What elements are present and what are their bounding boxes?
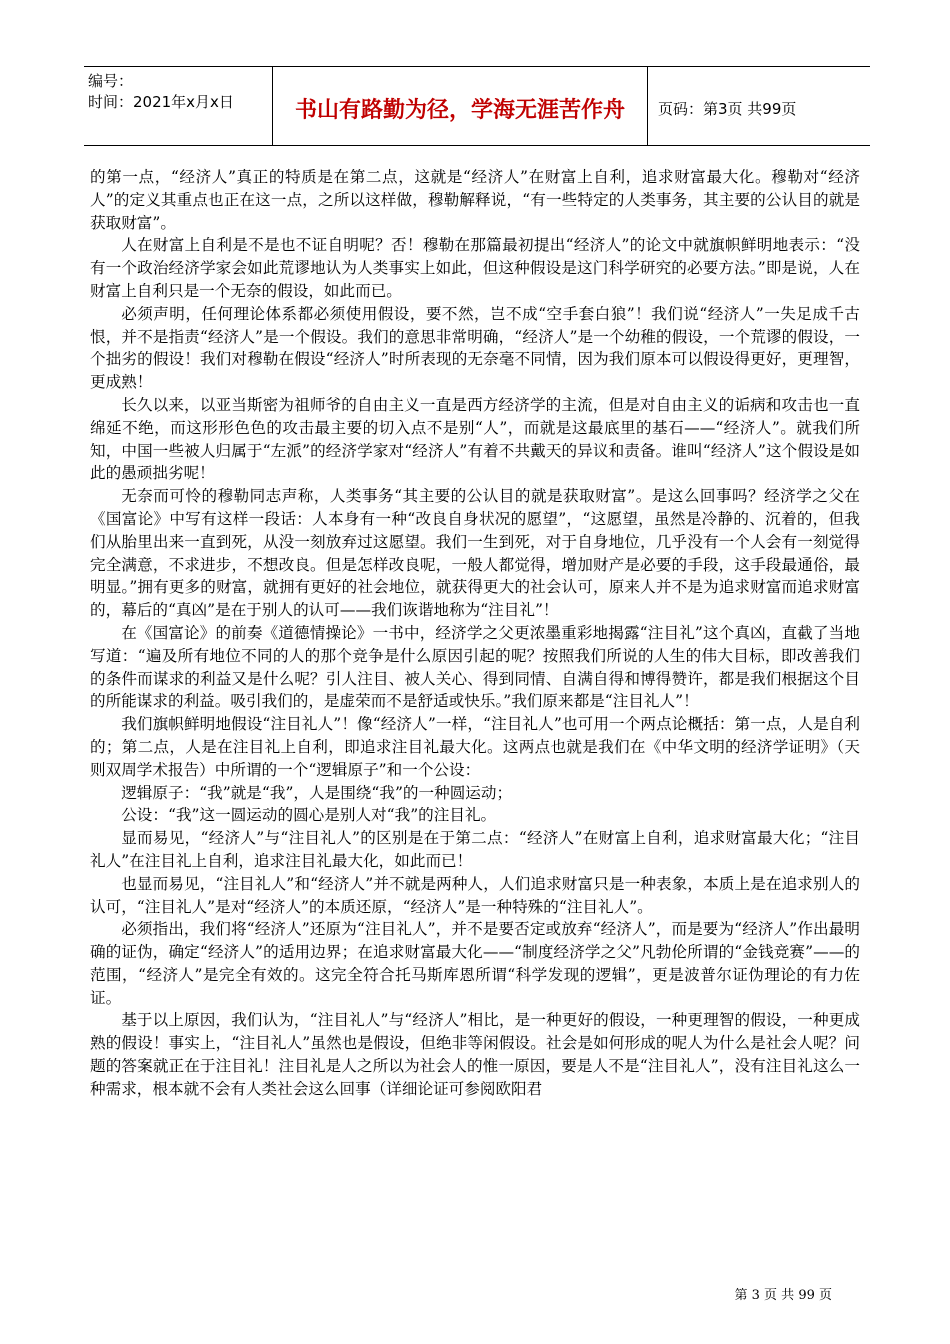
paragraph: 逻辑原子：“我”就是“我”，人是围绕“我”的一种圆运动； (121, 783, 513, 802)
number-label: 编号： (88, 72, 134, 90)
time-label: 时间：2021年x月x日 (88, 93, 234, 111)
paragraph: 必须指出，我们将“经济人”还原为“注目礼人”，并不是要否定或放弃“经济人”，而是要为“经济人”作出最明确的证伪，确定“经济人”的适用边界；在追求财富最大化——“制度经济学之父”凡勃伦所谓的“金钱竞赛”——的范围，“经济人”是完全有效的。这完全符合托马斯库恩所谓“科学发现的逻辑”，更是波普尔证伪理论的有力佐证。 (90, 920, 860, 1007)
page-header (84, 66, 870, 146)
paragraph: 显而易见，“经济人”与“注目礼人”的区别是在于第二点：“经济人”在财富上自利，追求财富最大化；“注目礼人”在注目礼上自利，追求注目礼最大化，如此而已！ (90, 829, 860, 870)
paragraph: 长久以来，以亚当斯密为祖师爷的自由主义一直是西方经济学的主流，但是对自由主义的诟病和攻击也一直绵延不绝，而这形形色色的攻击最主要的切入点不是别“人”，而就是这最底里的基石——“经济人”。就我们所知，中国一些被人归属于“左派”的经济学家对“经济人”有着不共戴天的异议和责备。谁叫“经济人”这个假设是如此的愚顽拙劣呢！ (90, 395, 860, 483)
page-footer: 第 3 页 共 99 页 (734, 1288, 832, 1303)
header-meta (84, 67, 272, 145)
paragraph: 也显而易见，“注目礼人”和“经济人”并不就是两种人，人们追求财富只是一种表象，本质上是在追求别人的认可，“注目礼人”是对“经济人”的本质还原，“经济人”是一种特殊的“注目礼人”。 (90, 874, 860, 916)
paragraph: 我们旗帜鲜明地假设“注目礼人”！像“经济人”一样，“注目礼人”也可用一个两点论概括：第一点，人是自利的；第二点，人是在注目礼上自利，即追求注目礼最大化。这两点也就是我们在《中华文明的经济学证明》（天则双周学术报告）中所谓的一个“逻辑原子”和一个公设： (90, 715, 860, 779)
document-body (90, 166, 860, 1101)
paragraph: 人在财富上自利是不是也不证自明呢？否！穆勒在那篇最初提出“经济人”的论文中就旗帜鲜明地表示：“没有一个政治经济学家会如此荒谬地认为人类事实上如此，但这种假设是这门科学研究的必要方法。”即是说，人在财富上自利只是一个无奈的假设，如此而已。 (90, 236, 860, 300)
paragraph: 基于以上原因，我们认为，“注目礼人”与“经济人”相比，是一种更好的假设，一种更理智的假设，一种更成熟的假设！事实上，“注目礼人”虽然也是假设，但绝非等闲假设。社会是如何形成的呢人为什么是社会人呢？问题的答案就正在于注目礼！注目礼是人之所以为社会人的惟一原因，要是人不是“注目礼人”，没有注目礼这么一种需求，根本就不会有人类社会这么回事（详细论证可参阅欧阳君 (90, 1011, 860, 1098)
paragraph: 的第一点，“经济人”真正的特质是在第二点，这就是“经济人”在财富上自利，追求财富最大化。穆勒对“经济人”的定义其重点也正在这一点，之所以这样做，穆勒解释说，“有一些特定的人类事务，其主要的公认目的就是获取财富”。 (90, 168, 860, 232)
header-motto: 书山有路勤为径，学海无涯苦作舟 (272, 67, 648, 145)
header-page-label: 页码：第3页 共99页 (658, 99, 797, 118)
paragraph: 在《国富论》的前奏《道德情操论》一书中，经济学之父更浓墨重彩地揭露“注目礼”这个真凶，直截了当地写道：“遍及所有地位不同的人的那个竞争是什么原因引起的呢？按照我们所说的人生的伟大目标，即改善我们的条件而谋求的利益又是什么呢？引人注目、被人关心、得到同情、自满自得和博得赞许，都是我们根据这个目的所能谋求的利益。吸引我们的，是虚荣而不是舒适或快乐。”我们原来都是“注目礼人”！ (90, 623, 860, 711)
paragraph: 无奈而可怜的穆勒同志声称，人类事务“其主要的公认目的就是获取财富”。是这么回事吗？经济学之父在《国富论》中写有这样一段话：人本身有一种“改良自身状况的愿望”，“这愿望，虽然是冷静的、沉着的，但我们从胎里出来一直到死，从没一刻放弃过这愿望。我们一生到死，对于自身地位，几乎没有一个人会有一刻觉得完全满意，不求进步，不想改良。但是怎样改良呢，一般人都觉得，增加财产是必要的手段，这手段最通俗，最明显。”拥有更多的财富，就拥有更好的社会地位，就获得更大的社会认可，原来人并不是为追求财富而追求财富的，幕后的“真凶”是在于别人的认可——我们诙谐地称为“注目礼”！ (90, 487, 860, 620)
paragraph: 必须声明，任何理论体系都必须使用假设，要不然，岂不成“空手套白狼”！我们说“经济人”一失足成千古恨，并不是指责“经济人”是一个假设。我们的意思非常明确，“经济人”是一个幼稚的假设，一个荒谬的假设，一个拙劣的假设！我们对穆勒在假设“经济人”时所表现的无奈毫不同情，因为我们原本可以假设得更好，更理智，更成熟！ (90, 304, 860, 392)
paragraph: 公设：“我”这一圆运动的圆心是别人对“我”的注目礼。 (121, 806, 497, 825)
